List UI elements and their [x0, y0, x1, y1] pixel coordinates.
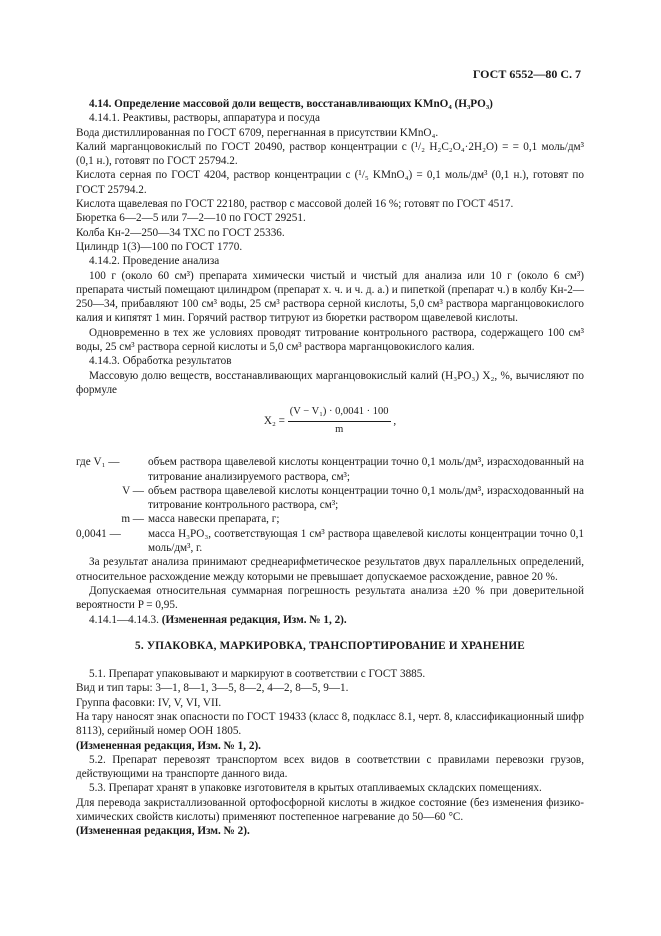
amendment-note: (Измененная редакция, Изм. № 2). [76, 825, 250, 838]
paragraph: Кислота серная по ГОСТ 4204, раствор концентрации c (¹/₅ KMnO₄) = 0,1 моль/дм³ (0,1 н.), готовят по ГОСТ 25794.2. [76, 169, 584, 196]
amendment-note: (Измененная редакция, Изм. № 1, 2). [76, 739, 261, 752]
formula-denominator: m [335, 423, 344, 435]
formula [76, 405, 584, 445]
where-item [76, 484, 584, 513]
paragraph: Кислота щавелевая по ГОСТ 22180, раствор с массовой долей 16 %; готовят по ГОСТ 4517. [76, 198, 514, 211]
formula-numerator: (V − V₁) · 0,0041 · 100 [288, 405, 391, 421]
where-item [76, 455, 584, 484]
section-4-14-title: 4.14. Определение массовой доли веществ, восстанавливающих KMnO₄ (H₃PO₃) [89, 98, 493, 110]
paragraph: Одновременно в тех же условиях проводят титрование контрольного раствора, содержащего 100 см³ воды, 25 см³ раствора серной кислоты и 5,0 см³ раствора марганцовокислого калия. [76, 326, 584, 354]
paragraph: За результат анализа принимают среднеарифметическое результатов двух параллельных определений, относительное расхождение между которыми не превышает допускаемое расхождение, равное 20 %. [76, 556, 584, 583]
paragraph: Цилиндр 1(3)—100 по ГОСТ 1770. [76, 240, 243, 253]
paragraph: 4.14.3. Обработка результатов [89, 355, 232, 368]
paragraph: 5.2. Препарат перевозят транспортом всех видов в соответствии с правилами перевозки грузов, действующими на транспорте данного вида. [76, 753, 584, 781]
amendment-range: 4.14.1—4.14.3. [89, 613, 159, 626]
where-symbol: 0,0041 — [76, 527, 121, 540]
where-symbol: где V₁ — [76, 456, 120, 469]
where-symbol: V — [122, 484, 144, 497]
formula-fraction [288, 405, 391, 437]
where-text: масса навески препарата, г; [148, 513, 280, 526]
paragraph: Массовую долю веществ, восстанавливающих марганцовокислый калий (H₃PO₃) X₂, %, вычисляют по формуле [76, 369, 584, 396]
paragraph: Калий марганцовокислый по ГОСТ 20490, раствор концентрации c (¹/₂ H₂C₂O₄·2H₂O) = = 0,1 моль/дм³ (0,1 н.), готовят по ГОСТ 25794.2. [76, 140, 584, 168]
amendment-note [76, 613, 584, 627]
paragraph: 4.14.2. Проведение анализа [89, 255, 220, 268]
page-content [76, 97, 584, 839]
paragraph: Группа фасовки: IV, V, VI, VII. [76, 696, 222, 709]
where-symbol: m — [121, 513, 144, 526]
paragraph: 5.1. Препарат упаковывают и маркируют в соответствии с ГОСТ 3885. [89, 668, 426, 681]
paragraph: Для перевода закристаллизованной ортофосфорной кислоты в жидкое состояние (без изменения физико-химических свойств кислоты) применяют постепенное нагревание до 50—60 °С. [76, 796, 584, 824]
paragraph: Вид и тип тары: 3—1, 8—1, 3—5, 8—2, 4—2, 8—5, 9—1. [76, 682, 349, 695]
where-text: объем раствора щавелевой кислоты концентрации точно 0,1 моль/дм³, израсходованный на титрование контрольного раствора, см³; [148, 484, 584, 512]
where-text: объем раствора щавелевой кислоты концентрации точно 0,1 моль/дм³, израсходованный на титрование анализируемого раствора, см³; [148, 456, 584, 483]
page-header: ГОСТ 6552—80 С. 7 [472, 67, 581, 81]
paragraph: Бюретка 6—2—5 или 7—2—10 по ГОСТ 29251. [76, 212, 306, 225]
paragraph: Допускаемая относительная суммарная погрешность результата анализа ±20 % при доверительной вероятности P = 0,95. [76, 584, 584, 612]
paragraph: Вода дистиллированная по ГОСТ 6709, перегнанная в присутствии KMnO₄. [76, 126, 439, 139]
amendment-label: (Измененная редакция, Изм. № 1, 2). [161, 613, 347, 626]
paragraph: 4.14.1. Реактивы, растворы, аппаратура и посуда [89, 112, 320, 125]
formula-lhs: X₂ = [263, 414, 285, 427]
paragraph: 5.3. Препарат хранят в упаковке изготовителя в крытых отапливаемых складских помещениях. [89, 782, 542, 795]
where-text: масса H₃PO₃, соответствующая 1 см³ раствора щавелевой кислоты концентрации точно 0,1 моль/дм³, г. [148, 527, 584, 555]
where-item [76, 512, 584, 526]
paragraph: Колба Кн-2—250—34 ТХС по ГОСТ 25336. [76, 226, 285, 239]
paragraph: На тару наносят знак опасности по ГОСТ 19433 (класс 8, подкласс 8.1, черт. 8, классификационный шифр 8113), серийный номер ООН 1805. [76, 710, 584, 738]
paragraph: 100 г (около 60 см³) препарата химически чистый и чистый для анализа или 10 г (около 6 см³) препарата чистый помещают цилиндром (препарат х. ч. и ч. д. а.) и пипеткой (препарат ч.) в колбу Кн-2—250—34, прибавляют 100 см³ воды, 25 см³ раствора серной кислоты, 5,0 см³ раствора марганцовокислого калия и кипятят 1 мин. Горячий раствор титруют из бюретки раствором щавелевой кислоты. [76, 269, 584, 325]
formula-tail: , [393, 414, 397, 427]
section-5-title: 5. УПАКОВКА, МАРКИРОВКА, ТРАНСПОРТИРОВАНИЕ И ХРАНЕНИЕ [135, 639, 525, 652]
where-item [76, 527, 584, 556]
